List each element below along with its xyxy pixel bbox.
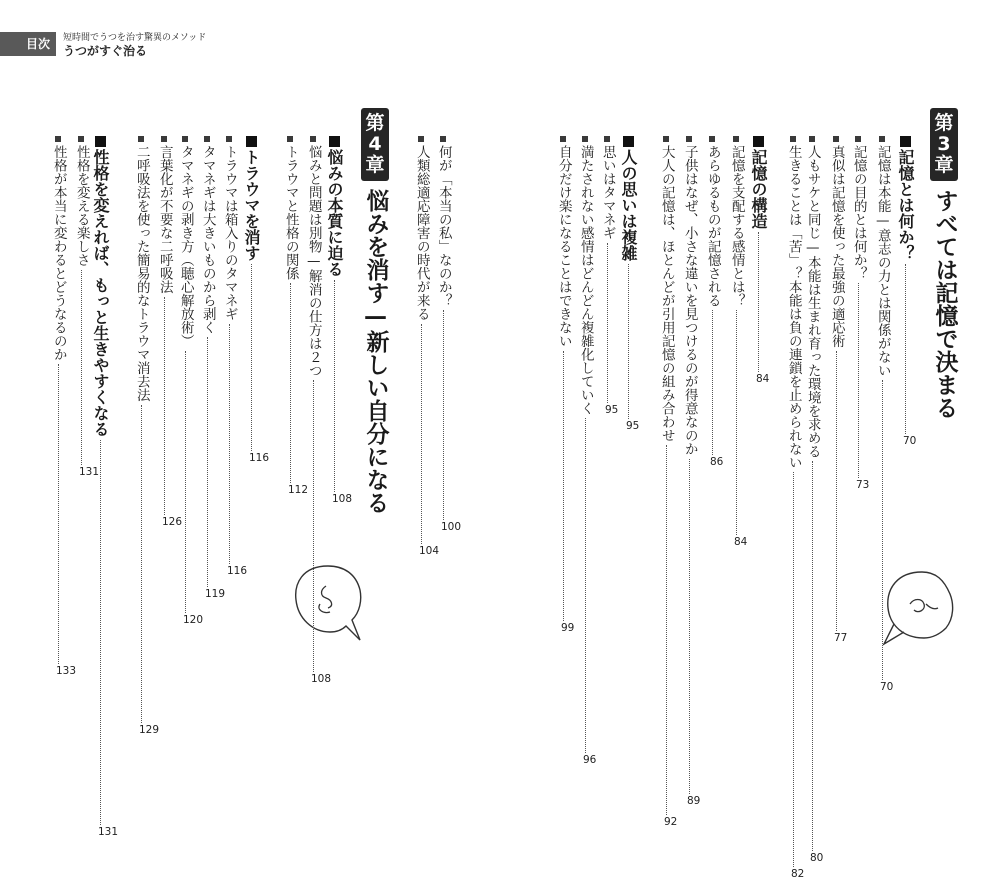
toc-entry — [829, 136, 843, 631]
leader-dots — [712, 310, 713, 455]
entry-title: 生きることは「苦」？本能は負の連鎖を止められない — [785, 145, 802, 469]
entry-bullet-icon — [663, 136, 669, 142]
entry-title: 自分だけ楽になることはできない — [555, 145, 572, 348]
page-number: 82 — [791, 868, 805, 880]
page-number: 100 — [441, 521, 462, 533]
toc-entry — [74, 136, 88, 465]
leader-dots — [443, 310, 444, 520]
entry-title: 人類総適応障害の時代が来る — [413, 145, 430, 321]
entry-bullet-icon — [879, 136, 885, 142]
book-subtitle: 短時間でうつを治す驚異のメソッド — [63, 33, 207, 43]
chapter-number-char: 章 — [934, 153, 954, 176]
leader-dots — [736, 310, 737, 535]
entry-bullet-icon — [790, 136, 796, 142]
toc-entry — [851, 136, 865, 478]
entry-bullet-icon — [78, 136, 84, 142]
page-number: 126 — [162, 515, 183, 528]
entry-bullet-icon — [161, 136, 167, 142]
page-number: 104 — [419, 544, 440, 557]
page-number: 116 — [249, 452, 270, 464]
entry-bullet-icon — [204, 136, 210, 142]
entry-title: 真似は記憶を使った最強の適応術 — [828, 145, 845, 348]
entry-bullet-icon — [833, 136, 839, 142]
entry-title: 記憶は本能—意志の力とは関係がない — [874, 145, 891, 377]
chapter-title: すべては記憶で決まる — [931, 188, 958, 419]
section-title: 記憶とは何か？ — [896, 149, 915, 261]
entry-bullet-icon — [809, 136, 815, 142]
page-number: 84 — [734, 536, 748, 548]
toc-entry — [436, 136, 450, 520]
entry-title: 満たされない感情はどんどん複雑化していく — [577, 145, 594, 415]
entry-title: 性格を変える楽しさ — [73, 145, 90, 267]
entry-bullet-icon — [855, 136, 861, 142]
entry-bullet-icon — [418, 136, 424, 142]
leader-dots — [858, 283, 859, 478]
entry-bullet-icon — [138, 136, 144, 142]
section-title: トラウマを消す — [242, 149, 261, 261]
leader-dots — [207, 337, 208, 587]
leader-dots — [905, 264, 906, 434]
toc-section — [620, 136, 636, 419]
entry-bullet-icon — [733, 136, 739, 142]
toc-entry — [414, 136, 428, 544]
page-number: 108 — [332, 493, 353, 505]
page-number: 84 — [756, 373, 770, 385]
toc-entry — [875, 136, 889, 680]
leader-dots — [251, 264, 252, 451]
entry-title: タマネギは大きいものから剥く — [199, 145, 216, 334]
leader-dots — [836, 351, 837, 631]
toc-entry — [283, 136, 297, 483]
leader-dots — [758, 232, 759, 372]
page-number: 73 — [856, 479, 870, 491]
entry-title: 言葉化が不要な二呼吸法 — [156, 145, 173, 294]
leader-dots — [607, 243, 608, 403]
chapter-number-char: 章 — [365, 153, 385, 176]
toc-section — [326, 136, 342, 492]
book-title: うつがすぐ治る — [63, 44, 148, 58]
entry-title: 性格が本当に変わるとどうなるのか — [50, 145, 67, 361]
leader-dots — [141, 405, 142, 723]
leader-dots — [290, 283, 291, 483]
leader-dots — [229, 324, 230, 564]
leader-dots — [585, 418, 586, 753]
page-number: 96 — [583, 754, 597, 766]
entry-bullet-icon — [55, 136, 61, 142]
entry-title: 思いはタマネギ — [599, 145, 616, 240]
toc-entry — [600, 136, 614, 403]
entry-bullet-icon — [582, 136, 588, 142]
page-number: 133 — [56, 665, 77, 677]
toc-entry — [51, 136, 65, 664]
leader-dots — [666, 445, 667, 815]
toc-entry — [705, 136, 719, 455]
toc-section — [897, 136, 913, 434]
toc-entry — [659, 136, 673, 815]
leader-dots — [100, 440, 101, 825]
toc-section — [92, 136, 108, 825]
section-title: 人の思いは複雑 — [619, 149, 638, 261]
page-number: 70 — [903, 435, 917, 447]
toc-entry — [729, 136, 743, 535]
page-number: 108 — [311, 673, 332, 685]
page-number: 129 — [139, 723, 160, 736]
page-number: 80 — [810, 852, 824, 864]
chapter-number-box — [930, 108, 958, 181]
chapter-heading — [930, 108, 958, 419]
chapter-number-box — [361, 108, 389, 181]
entry-title: 二呼吸法を使った簡易的なトラウマ消去法 — [133, 145, 150, 402]
page-number: 120 — [183, 613, 204, 626]
entry-bullet-icon — [709, 136, 715, 142]
chapter-number-char: 4 — [368, 132, 382, 155]
toc-entry — [222, 136, 236, 564]
entry-title: トラウマは箱入りのタマネギ — [221, 145, 238, 321]
toc-entry — [157, 136, 171, 515]
page-number: 116 — [227, 564, 248, 577]
page-number: 99 — [561, 621, 575, 634]
entry-title: あらゆるものが記憶される — [704, 145, 721, 307]
section-bullet-icon — [753, 136, 764, 147]
entry-bullet-icon — [686, 136, 692, 142]
leader-dots — [313, 380, 314, 672]
entry-bullet-icon — [560, 136, 566, 142]
leader-dots — [81, 270, 82, 465]
entry-title: 人もサケと同じ—本能は生まれ育った環境を求める — [804, 145, 821, 458]
leader-dots — [812, 461, 813, 851]
entry-bullet-icon — [182, 136, 188, 142]
page-number: 92 — [664, 816, 678, 828]
entry-bullet-icon — [287, 136, 293, 142]
page-number: 131 — [98, 826, 119, 838]
section-bullet-icon — [95, 136, 106, 147]
page-number: 70 — [880, 681, 894, 693]
page-number: 95 — [626, 420, 640, 432]
leader-dots — [689, 459, 690, 794]
page-number: 119 — [205, 588, 226, 600]
toc-tag: 目次 — [0, 32, 56, 56]
section-bullet-icon — [246, 136, 257, 147]
toc-section — [243, 136, 259, 451]
leader-dots — [185, 351, 186, 613]
section-bullet-icon — [623, 136, 634, 147]
page-number: 131 — [79, 465, 100, 478]
chapter-number-char: 3 — [937, 132, 951, 155]
entry-title: 悩みと問題は別物—解消の仕方は２つ — [305, 145, 322, 377]
chapter-number-char: 第 — [365, 112, 385, 134]
entry-bullet-icon — [226, 136, 232, 142]
leader-dots — [882, 380, 883, 680]
section-bullet-icon — [329, 136, 340, 147]
speech-bubble-left-icon — [290, 560, 366, 644]
entry-title: タマネギの剥き方（聴心解放術） — [177, 145, 194, 348]
toc-entry — [178, 136, 192, 613]
chapter-heading — [361, 108, 389, 514]
entry-title: 何が「本当の私」なのか？ — [435, 145, 452, 307]
section-title: 性格を変えれば、もっと生きやすくなる — [91, 149, 110, 437]
toc-section — [750, 136, 766, 372]
entry-title: 子供はなぜ、小さな違いを見つけるのが得意なのか — [681, 145, 698, 456]
entry-title: 記憶の目的とは何か？ — [850, 145, 867, 280]
leader-dots — [563, 351, 564, 621]
toc-entry — [200, 136, 214, 587]
section-title: 悩みの本質に迫る — [325, 149, 344, 277]
toc-entry — [682, 136, 696, 794]
toc-entry — [134, 136, 148, 723]
entry-title: 記憶を支配する感情とは？ — [728, 145, 745, 307]
toc-entry — [306, 136, 320, 672]
toc-entry — [786, 136, 800, 867]
entry-title: 大人の記憶は、ほとんどが引用記憶の組み合わせ — [658, 145, 675, 442]
chapter-number-char: 第 — [934, 112, 954, 134]
page-number: 77 — [834, 631, 848, 644]
entry-bullet-icon — [310, 136, 316, 142]
page-number: 112 — [288, 484, 309, 496]
toc-entry — [805, 136, 819, 851]
entry-title: トラウマと性格の関係 — [282, 145, 299, 280]
page-number: 95 — [605, 403, 619, 416]
speech-bubble-right-icon — [880, 568, 960, 648]
leader-dots — [58, 364, 59, 664]
leader-dots — [164, 297, 165, 515]
toc-entry — [556, 136, 570, 621]
entry-bullet-icon — [604, 136, 610, 142]
leader-dots — [334, 280, 335, 492]
leader-dots — [628, 264, 629, 419]
page-number: 89 — [687, 794, 701, 807]
toc-entry — [578, 136, 592, 753]
leader-dots — [421, 324, 422, 544]
section-title: 記憶の構造 — [749, 149, 768, 229]
leader-dots — [793, 472, 794, 867]
page-number: 86 — [710, 456, 724, 468]
chapter-title: 悩みを消す—新しい自分になる — [362, 188, 389, 514]
entry-bullet-icon — [440, 136, 446, 142]
section-bullet-icon — [900, 136, 911, 147]
